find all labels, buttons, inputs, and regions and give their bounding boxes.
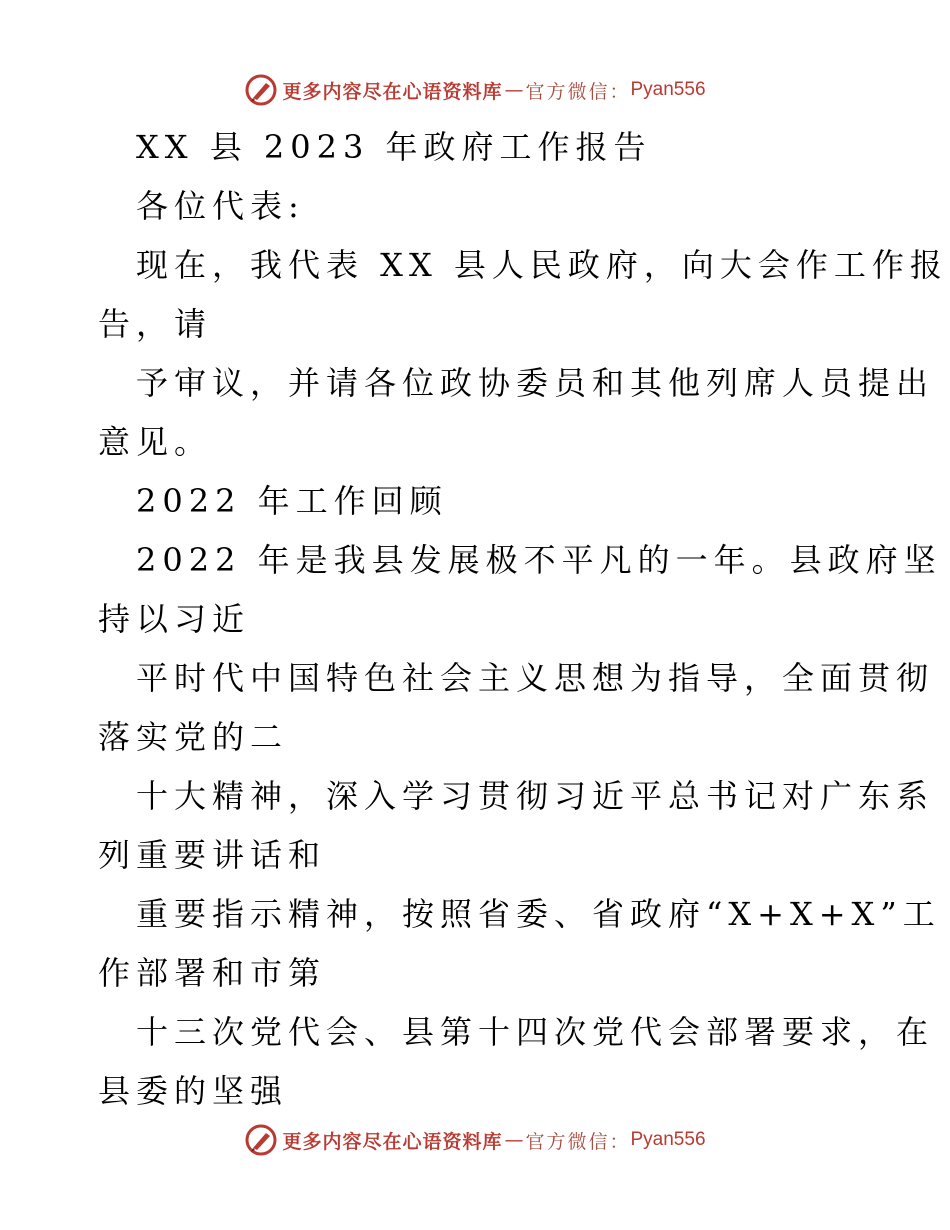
text-line: 列重要讲话和 — [98, 836, 327, 874]
pen-logo-icon — [244, 73, 278, 107]
text-line: 十大精神，深入学习贯彻习近平总书记对广东系 — [136, 777, 935, 815]
watermark-main-text: 更多内容尽在心语资料库 — [282, 80, 503, 103]
text-line: 予审议，并请各位政协委员和其他列席人员提出 — [136, 364, 935, 402]
text-line: 告，请 — [98, 305, 213, 343]
document-body — [98, 118, 948, 1121]
watermark-dash: — — [504, 1129, 524, 1151]
text-line: 意见。 — [98, 423, 213, 461]
text-line: 重要指示精神，按照省委、省政府“X+X+X”工 — [136, 895, 941, 933]
text-line: 县委的坚强 — [98, 1072, 289, 1110]
text-line: 现在，我代表 XX 县人民政府，向大会作工作报 — [136, 246, 948, 284]
watermark-banner-bottom — [0, 1120, 950, 1160]
text-line: 平时代中国特色社会主义思想为指导，全面贯彻 — [136, 659, 935, 697]
watermark-sub-text: 官方微信： — [525, 1130, 631, 1153]
text-line: 各位代表: — [136, 187, 305, 225]
text-line: 作部署和市第 — [98, 954, 327, 992]
text-line: 持以习近 — [98, 600, 251, 638]
text-line: 十三次党代会、县第十四次党代会部署要求，在 — [136, 1013, 935, 1051]
watermark-banner-top — [0, 70, 950, 110]
watermark-sub-text: 官方微信： — [525, 80, 631, 103]
text-line: 2022 年是我县发展极不平凡的一年。县政府坚 — [136, 541, 942, 579]
text-line: 2022 年工作回顾 — [136, 482, 448, 520]
text-line: XX 县 2023 年政府工作报告 — [136, 128, 652, 166]
text-line: 落实党的二 — [98, 718, 289, 756]
watermark-dash: — — [504, 79, 524, 101]
pen-logo-icon — [244, 1123, 278, 1157]
watermark-id: Pyan556 — [630, 79, 706, 100]
watermark-main-text: 更多内容尽在心语资料库 — [282, 1130, 503, 1153]
watermark-id: Pyan556 — [630, 1129, 706, 1150]
